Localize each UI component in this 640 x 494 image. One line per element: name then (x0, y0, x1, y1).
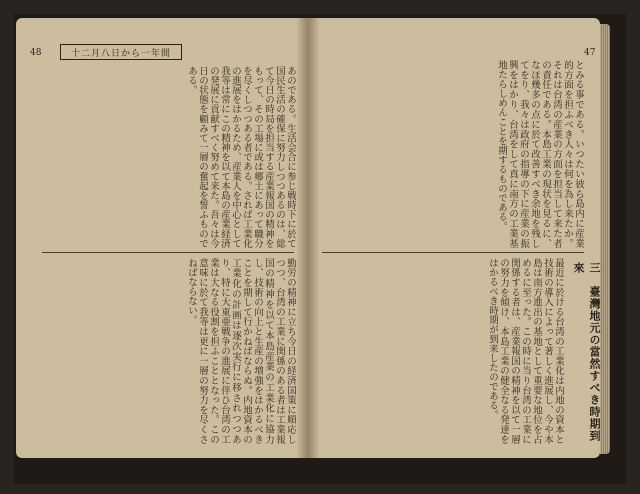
right-bottom-text (322, 258, 564, 444)
right-bottom-paragraph: 最近に於ける台湾の工業化は内地の資本と技術の導入によって著しく進展し、今や本島は南方進出の基地として重要な地位を占めるに至った。この時に当り台湾の工業に関係する者は、産業報国の精神を以て一層の努力を傾け、本島工業の健全なる発達をはかるべき時期が到来したのである。 (487, 258, 564, 444)
left-page-number: 48 (30, 48, 42, 58)
left-column-divider (42, 252, 294, 253)
right-page-number: 47 (584, 48, 596, 58)
right-column-divider (322, 252, 584, 253)
left-bottom-text (42, 258, 296, 444)
right-top-text (322, 60, 584, 248)
right-top-paragraph: とみる事である。いつたい彼ら島内に産業的方面を担ふべき人々は何を為し来たか。それは台湾の産業の方面を担当して来た者の責任である。本島工業の現状を見るに、なほ幾多の点に於て改善すべき余地を残してをり、我々は政府の指導の下に産業の振興をはかり、台湾をして真に南方の工業基地たらしめんことを期するものである。 (496, 60, 584, 248)
section-heading: 三 臺灣地元の當然すべき時期到來 (572, 262, 601, 442)
left-top-text (42, 66, 296, 248)
left-bottom-paragraph: 勤労の精神に立ち今日の経済国策に順応しつつ、台湾の工業に関係のある者は工業報国の精神を以て本島産業の工業化に協力し、技術の向上と生産の増強をはかるべきことを期して行かねばならぬ。内地資本の工業化の計画は逐次実行に移されつつあり、特に大東亜戦争の進展に伴ひ台湾の工業は大なる役割を担ふこととなった。この意味に於て我等は更に一層の努力を尽くさねばならない。 (186, 258, 296, 444)
left-top-paragraph: あのである。生活会合に参じ戦時下に於て国民生活の確保に努力しつつあるのは、総て今日の時局を担当する産業報国の精神をもって、その工場に或は郷土にあって職分を尽くしつつある者である。されば工業化の進展をはかるため、産業人を中心として我等は常にこの精神を以て本島の産業経済の発展に貢献すべく努めて来た。吾々は今日の状態を顧みて一層の奮起を誓ふものである。 (186, 66, 296, 248)
running-head: 十二月八日から一年間 (60, 44, 182, 60)
